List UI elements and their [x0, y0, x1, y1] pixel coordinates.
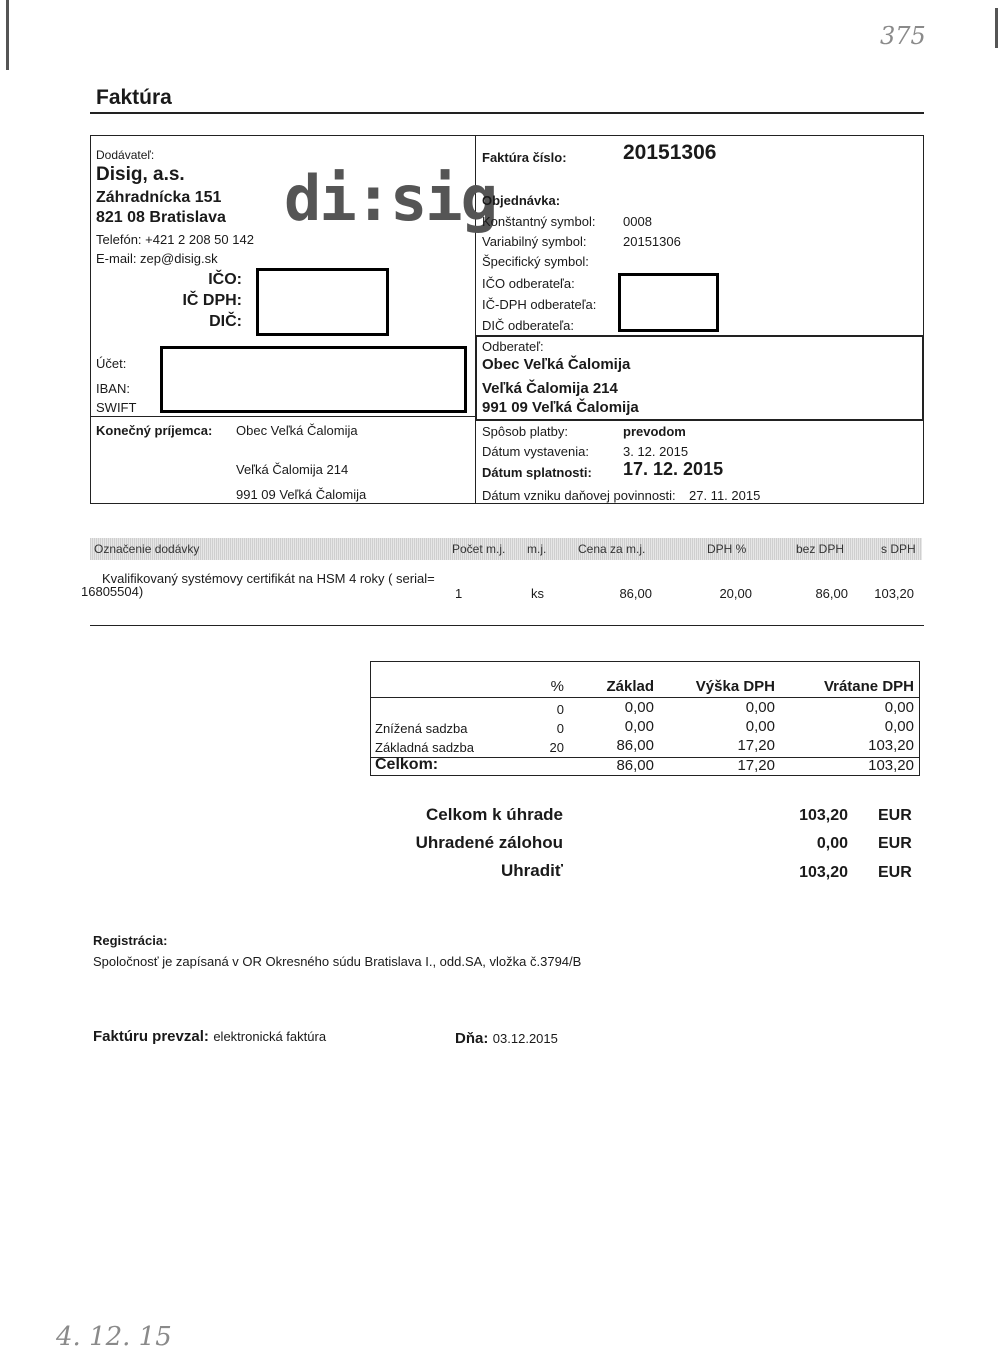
- vat-row-pct: 20: [549, 740, 564, 755]
- vat-row-pct: 0: [556, 721, 564, 736]
- due-date-label: Dátum splatnosti:: [482, 465, 592, 480]
- items-header: [90, 538, 922, 560]
- vat-row-total: 0,00: [884, 718, 914, 735]
- customer-ico-label: IČO odberateľa:: [482, 276, 575, 291]
- customer-dic-label: DIČ odberateľa:: [482, 318, 574, 333]
- due-date-value: 17. 12. 2015: [623, 459, 724, 479]
- received-by-label: Faktúru prevzal:: [93, 1028, 209, 1045]
- vat-total-total: 103,20: [868, 757, 914, 774]
- handwritten-date: 4. 12. 15: [56, 1322, 172, 1352]
- vat-row-vat: 17,20: [737, 737, 775, 754]
- vat-row-total: 0,00: [884, 699, 914, 716]
- vat-row-base: 0,00: [624, 699, 654, 716]
- invoice-number-label: Faktúra číslo:: [482, 150, 567, 165]
- supplier-label: Dodávateľ:: [96, 148, 155, 162]
- deposit-label: Uhradené zálohou: [415, 833, 563, 852]
- supplier-street: Záhradnícka 151: [96, 189, 222, 206]
- bank-swift-label: SWIFT: [96, 400, 137, 415]
- col-header-vat-pct: DPH %: [707, 542, 747, 556]
- final-recipient-label: Konečný príjemca:: [96, 423, 213, 438]
- payment-method-label: Spôsob platby:: [482, 424, 569, 439]
- supplier-icdph-label: IČ DPH:: [182, 292, 242, 309]
- customer-name: Obec Veľká Čalomija: [482, 356, 631, 373]
- redaction-box: [618, 273, 719, 332]
- item-description: Kvalifikovaný systémovy certifikát na HSM 4 roky ( serial=: [102, 571, 435, 586]
- vat-row-base: 0,00: [624, 718, 654, 735]
- handwritten-page-number: 375: [880, 22, 926, 50]
- item-net: 86,00: [815, 586, 848, 601]
- customer-label: Odberateľ:: [482, 339, 544, 354]
- supplier-name: Disig, a.s.: [96, 164, 185, 185]
- to-pay-value: 103,20: [799, 864, 848, 881]
- col-header-price: Cena za m.j.: [578, 542, 646, 556]
- item-price: 86,00: [619, 586, 652, 601]
- vat-header-vat: Výška DPH: [695, 678, 775, 695]
- konst-symbol-value: 0008: [623, 214, 652, 229]
- col-header-gross: s DPH: [881, 542, 916, 556]
- to-pay-currency: EUR: [878, 864, 912, 881]
- vat-header-base: Základ: [606, 678, 654, 695]
- final-recipient-city: 991 09 Veľká Čalomija: [236, 487, 367, 502]
- received-date-label: Dňa:: [455, 1030, 489, 1047]
- document-title: Faktúra: [96, 86, 172, 109]
- final-recipient-street: Veľká Čalomija 214: [236, 462, 349, 477]
- received-by: [93, 1028, 326, 1046]
- col-header-desc: Označenie dodávky: [94, 542, 200, 556]
- supplier-ico-label: IČO:: [208, 271, 242, 288]
- final-recipient-name: Obec Veľká Čalomija: [236, 423, 358, 438]
- payment-method-value: prevodom: [623, 424, 686, 439]
- spec-symbol-label: Špecifický symbol:: [482, 254, 589, 269]
- amount-due-label: Celkom k úhrade: [426, 805, 563, 824]
- redaction-box: [256, 268, 389, 336]
- item-unit: ks: [531, 586, 544, 601]
- item-gross: 103,20: [874, 586, 914, 601]
- konst-symbol-label: Konštantný symbol:: [482, 214, 596, 229]
- vat-row-total: 103,20: [868, 737, 914, 754]
- vat-header-pct: %: [550, 678, 564, 695]
- registration-text: Spoločnosť je zapísaná v OR Okresného súdu Bratislava I., odd.SA, vložka č.3794/B: [93, 954, 582, 969]
- disig-logo: di:sig: [284, 162, 496, 235]
- col-header-net: bez DPH: [796, 542, 845, 556]
- supplier-phone: Telefón: +421 2 208 50 142: [96, 232, 254, 247]
- item-description-cont: 16805504): [81, 584, 144, 599]
- supplier-email: E-mail: zep@disig.sk: [96, 251, 218, 266]
- vat-row-vat: 0,00: [745, 699, 775, 716]
- tax-date-value: 27. 11. 2015: [689, 488, 761, 503]
- amount-due-value: 103,20: [799, 807, 848, 824]
- vat-total-vat: 17,20: [737, 757, 775, 774]
- registration-label: Registrácia:: [93, 933, 168, 948]
- vat-row-label: Základná sadzba: [375, 740, 475, 755]
- invoice-number: 20151306: [623, 141, 717, 164]
- vat-row-vat: 0,00: [745, 718, 775, 735]
- customer-street: Veľká Čalomija 214: [482, 380, 618, 397]
- deposit-currency: EUR: [878, 835, 912, 852]
- scan-edge: [995, 8, 998, 48]
- bank-account-label: Účet:: [96, 356, 127, 371]
- vat-row-base: 86,00: [616, 737, 654, 754]
- supplier-city: 821 08 Bratislava: [96, 209, 226, 226]
- scan-edge: [6, 0, 9, 70]
- col-header-unit: m.j.: [527, 542, 547, 556]
- tax-date-label: Dátum vzniku daňovej povinnosti:: [482, 488, 676, 503]
- received-date-value: 03.12.2015: [492, 1031, 558, 1046]
- var-symbol-label: Variabilný symbol:: [482, 234, 587, 249]
- vat-row-pct: 0: [556, 702, 564, 717]
- customer-city: 991 09 Veľká Čalomija: [482, 399, 639, 416]
- items-end-rule: [90, 625, 924, 626]
- vat-header-total: Vrátane DPH: [823, 678, 914, 695]
- bank-iban-label: IBAN:: [96, 381, 130, 396]
- received-by-value: elektronická faktúra: [213, 1029, 327, 1044]
- var-symbol-value: 20151306: [623, 234, 681, 249]
- recipient-rule: [90, 416, 475, 417]
- item-vat-pct: 20,00: [719, 586, 752, 601]
- vat-summary-header-rule: [370, 697, 920, 698]
- received-date: [455, 1030, 558, 1048]
- redaction-box: [160, 346, 467, 413]
- item-qty: 1: [455, 586, 463, 601]
- to-pay-label: Uhradiť: [501, 861, 563, 880]
- vat-row-label: Znížená sadzba: [375, 721, 468, 736]
- amount-due-currency: EUR: [878, 807, 912, 824]
- title-rule: [90, 112, 924, 114]
- supplier-dic-label: DIČ:: [209, 313, 242, 330]
- customer-icdph-label: IČ-DPH odberateľa:: [482, 297, 597, 312]
- col-header-qty: Počet m.j.: [452, 542, 506, 556]
- deposit-value: 0,00: [816, 835, 848, 852]
- vat-total-base: 86,00: [616, 757, 654, 774]
- issue-date-label: Dátum vystavenia:: [482, 444, 589, 459]
- order-label: Objednávka:: [482, 193, 561, 208]
- issue-date-value: 3. 12. 2015: [623, 444, 689, 459]
- vat-total-label: Celkom:: [375, 756, 439, 773]
